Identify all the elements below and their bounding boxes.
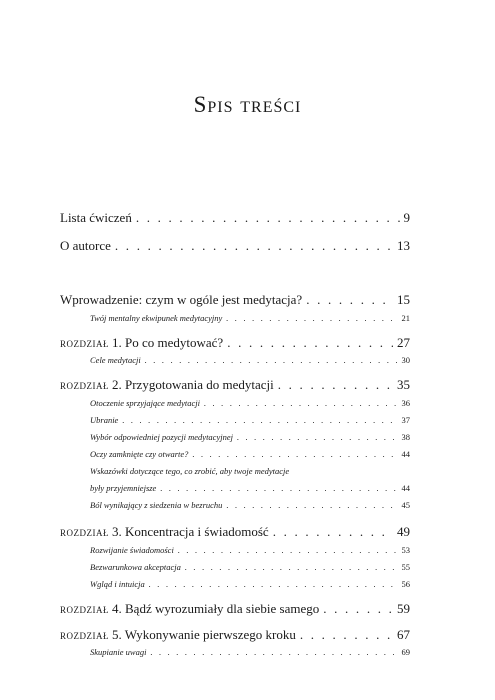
toc-entry bbox=[60, 524, 410, 540]
dot-leader bbox=[115, 238, 393, 254]
toc-entry-text: Oczy zamknięte czy otwarte? bbox=[90, 449, 189, 459]
dot-leader bbox=[226, 500, 397, 510]
toc-entry-label bbox=[90, 579, 145, 589]
dot-leader bbox=[300, 627, 393, 643]
toc-subentry bbox=[90, 398, 410, 408]
toc-subentry bbox=[90, 562, 410, 572]
dot-leader bbox=[226, 313, 397, 323]
toc-subentry bbox=[90, 500, 410, 510]
toc-entry bbox=[60, 601, 410, 617]
toc-entry-text: 4. Bądź wyrozumiały dla siebie samego bbox=[112, 601, 320, 616]
chapter-prefix: rozdział bbox=[60, 601, 109, 616]
toc-entry-label bbox=[90, 647, 146, 657]
toc-entry-text: Ubranie bbox=[90, 415, 119, 425]
toc-entry-text: Lista ćwiczeń bbox=[60, 210, 132, 225]
toc-entry bbox=[60, 292, 410, 308]
toc-entry-text: były przyjemniejsze bbox=[90, 483, 157, 493]
dot-leader bbox=[278, 377, 393, 393]
toc-page-number: 27 bbox=[397, 335, 410, 350]
toc-entry-text: 1. Po co medytować? bbox=[112, 335, 224, 350]
dot-leader bbox=[145, 355, 398, 365]
toc-entry-text: 5. Wykonywanie pierwszego kroku bbox=[112, 627, 296, 642]
toc-page-number: 13 bbox=[397, 238, 410, 253]
dot-leader bbox=[306, 292, 393, 308]
toc-entry bbox=[60, 627, 410, 643]
dot-leader bbox=[273, 524, 393, 540]
toc-entry-label bbox=[60, 210, 132, 226]
toc-page-number: 55 bbox=[401, 562, 410, 572]
toc-subentry bbox=[90, 449, 410, 459]
toc-page-number: 56 bbox=[401, 579, 410, 589]
chapter-prefix: rozdział bbox=[60, 524, 109, 539]
chapter-prefix: rozdział bbox=[60, 627, 109, 642]
toc-entry-label bbox=[90, 313, 222, 323]
toc-subentry bbox=[90, 466, 410, 476]
toc-entry-label bbox=[90, 415, 118, 425]
chapter-prefix: rozdział bbox=[60, 377, 109, 392]
toc-entry-label bbox=[90, 355, 141, 365]
toc-page-number: 21 bbox=[401, 313, 410, 323]
toc-entry-label bbox=[60, 292, 302, 308]
dot-leader bbox=[323, 601, 393, 617]
toc-entry-label bbox=[60, 238, 111, 254]
toc-entry-text: Bezwarunkowa akceptacja bbox=[90, 562, 181, 572]
toc-entry bbox=[60, 238, 410, 254]
toc-entry-label bbox=[60, 335, 223, 351]
toc-page-number: 45 bbox=[401, 500, 410, 510]
toc-subentry bbox=[90, 647, 410, 657]
toc-entry-text: Cele medytacji bbox=[90, 355, 141, 365]
toc-subentry bbox=[90, 483, 410, 493]
toc-entry bbox=[60, 335, 410, 351]
toc-page-number: 36 bbox=[401, 398, 410, 408]
toc-page-number: 38 bbox=[401, 432, 410, 442]
chapter-prefix: rozdział bbox=[60, 335, 109, 350]
toc-entry-label bbox=[90, 432, 233, 442]
toc-page-number: 69 bbox=[401, 647, 410, 657]
toc-entry-text: Skupianie uwagi bbox=[90, 647, 147, 657]
dot-leader bbox=[192, 449, 397, 459]
toc-entry-text: 2. Przygotowania do medytacji bbox=[112, 377, 274, 392]
toc-entry-text: Twój mentalny ekwipunek medytacyjny bbox=[90, 313, 223, 323]
toc-entry-text: Wybór odpowiedniej pozycji medytacyjnej bbox=[90, 432, 233, 442]
toc-entry-label bbox=[60, 524, 269, 540]
toc-entry-label bbox=[90, 466, 289, 476]
toc-entry-label bbox=[90, 545, 174, 555]
toc-entry-label bbox=[90, 398, 200, 408]
toc-entry bbox=[60, 377, 410, 393]
toc-page-number: 67 bbox=[397, 627, 410, 642]
dot-leader bbox=[122, 415, 397, 425]
toc-entry-label bbox=[60, 627, 296, 643]
toc-page-number: 49 bbox=[397, 524, 410, 539]
toc-page-number: 53 bbox=[401, 545, 410, 555]
dot-leader bbox=[185, 562, 398, 572]
dot-leader bbox=[178, 545, 398, 555]
toc-entry-label bbox=[60, 601, 319, 617]
toc-entry-text: 3. Koncentracja i świadomość bbox=[112, 524, 269, 539]
dot-leader bbox=[149, 579, 398, 589]
dot-leader bbox=[227, 335, 393, 351]
toc-subentry bbox=[90, 415, 410, 425]
toc-page-number: 44 bbox=[401, 483, 410, 493]
toc-entry-label bbox=[60, 377, 274, 393]
toc-entry-text: Wskazówki dotyczące tego, co zrobić, aby twoje medytacje bbox=[90, 466, 290, 476]
toc-subentry bbox=[90, 432, 410, 442]
toc-entry-text: Otoczenie sprzyjające medytacji bbox=[90, 398, 200, 408]
toc-entry-label bbox=[90, 449, 188, 459]
toc-page-number: 15 bbox=[397, 292, 410, 307]
toc-subentry bbox=[90, 313, 410, 323]
toc-entry-text: O autorce bbox=[60, 238, 111, 253]
toc-entry-label bbox=[90, 500, 222, 510]
toc-subentry bbox=[90, 579, 410, 589]
toc-entry-text: Rozwijanie świadomości bbox=[90, 545, 174, 555]
toc-entry-label bbox=[90, 562, 181, 572]
toc-subentry bbox=[90, 355, 410, 365]
toc-subentry bbox=[90, 545, 410, 555]
toc-entry bbox=[60, 210, 410, 226]
dot-leader bbox=[150, 647, 397, 657]
toc-page-number: 30 bbox=[401, 355, 410, 365]
toc-page-number: 9 bbox=[403, 210, 410, 225]
dot-leader bbox=[204, 398, 398, 408]
toc-entry-text: Ból wynikający z siedzenia w bezruchu bbox=[90, 500, 223, 510]
dot-leader bbox=[237, 432, 398, 442]
toc-page-number: 37 bbox=[401, 415, 410, 425]
toc-entry-text: Wprowadzenie: czym w ogóle jest medytacja? bbox=[60, 292, 303, 307]
toc-page-number: 35 bbox=[397, 377, 410, 392]
toc-entry-label bbox=[90, 483, 156, 493]
dot-leader bbox=[160, 483, 397, 493]
page-title: Spis treści bbox=[193, 92, 302, 117]
dot-leader bbox=[136, 210, 400, 226]
toc-entry-text: Wgląd i intuicja bbox=[90, 579, 145, 589]
toc-page-number: 44 bbox=[401, 449, 410, 459]
toc-page-number: 59 bbox=[397, 601, 410, 616]
